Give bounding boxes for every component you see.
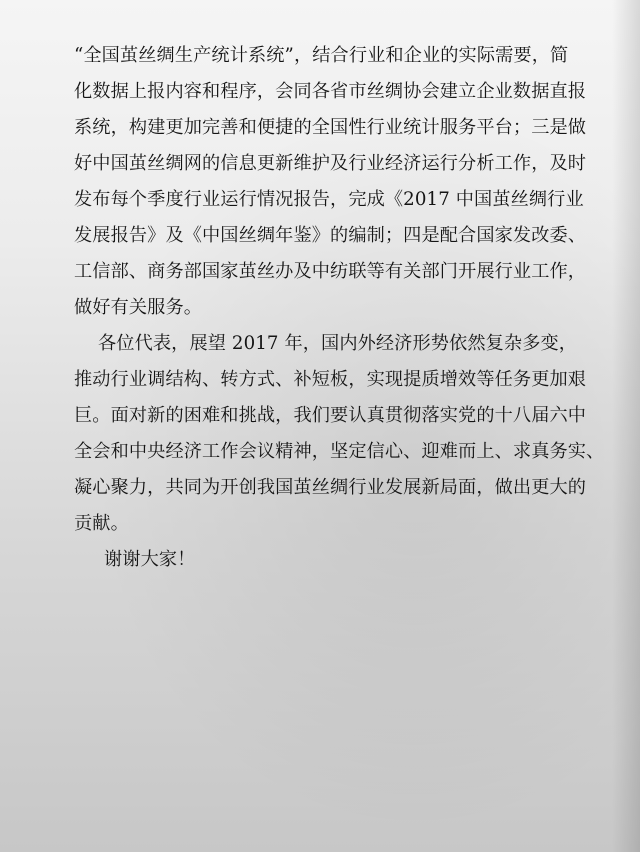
- closing-line: 谢谢大家！: [104, 549, 196, 570]
- paragraph-2-line-6: 贡献。: [74, 513, 129, 534]
- paragraph-1-line-6: 发展报告》及《中国丝绸年鉴》的编制；四是配合国家发改委、: [74, 225, 587, 246]
- paragraph-1-line-4: 好中国茧丝绸网的信息更新维护及行业经济运行分析工作，及时: [74, 153, 587, 174]
- paragraph-1-line-7: 工信部、商务部国家茧丝办及中纺联等有关部门开展行业工作，: [74, 261, 587, 282]
- document-body: [74, 38, 605, 578]
- paragraph-1-line-5: 发布每个季度行业运行情况报告，完成《2017 中国茧丝绸行业: [74, 189, 584, 210]
- paragraph-1-line-2: 化数据上报内容和程序，会同各省市丝绸协会建立企业数据直报: [74, 81, 587, 102]
- paragraph-2-line-1: 各位代表，展望 2017 年，国内外经济形势依然复杂多变，: [98, 333, 578, 354]
- paragraph-2-line-3: 巨。面对新的困难和挑战，我们要认真贯彻落实党的十八届六中: [74, 405, 587, 426]
- paragraph-1-line-1: “全国茧丝绸生产统计系统”，结合行业和企业的实际需要，简: [74, 45, 569, 66]
- paragraph-2-line-2: 推动行业调结构、转方式、补短板，实现提质增效等任务更加艰: [74, 369, 587, 390]
- paragraph-1-line-8: 做好有关服务。: [74, 297, 203, 318]
- page-edge-shadow: [612, 0, 640, 852]
- paragraph-2-line-4: 全会和中央经济工作会议精神，坚定信心、迎难而上、求真务实、: [74, 441, 605, 462]
- paragraph-2-line-5: 凝心聚力，共同为开创我国茧丝绸行业发展新局面，做出更大的: [74, 477, 587, 498]
- paragraph-1-line-3: 系统，构建更加完善和便捷的全国性行业统计服务平台；三是做: [74, 117, 587, 138]
